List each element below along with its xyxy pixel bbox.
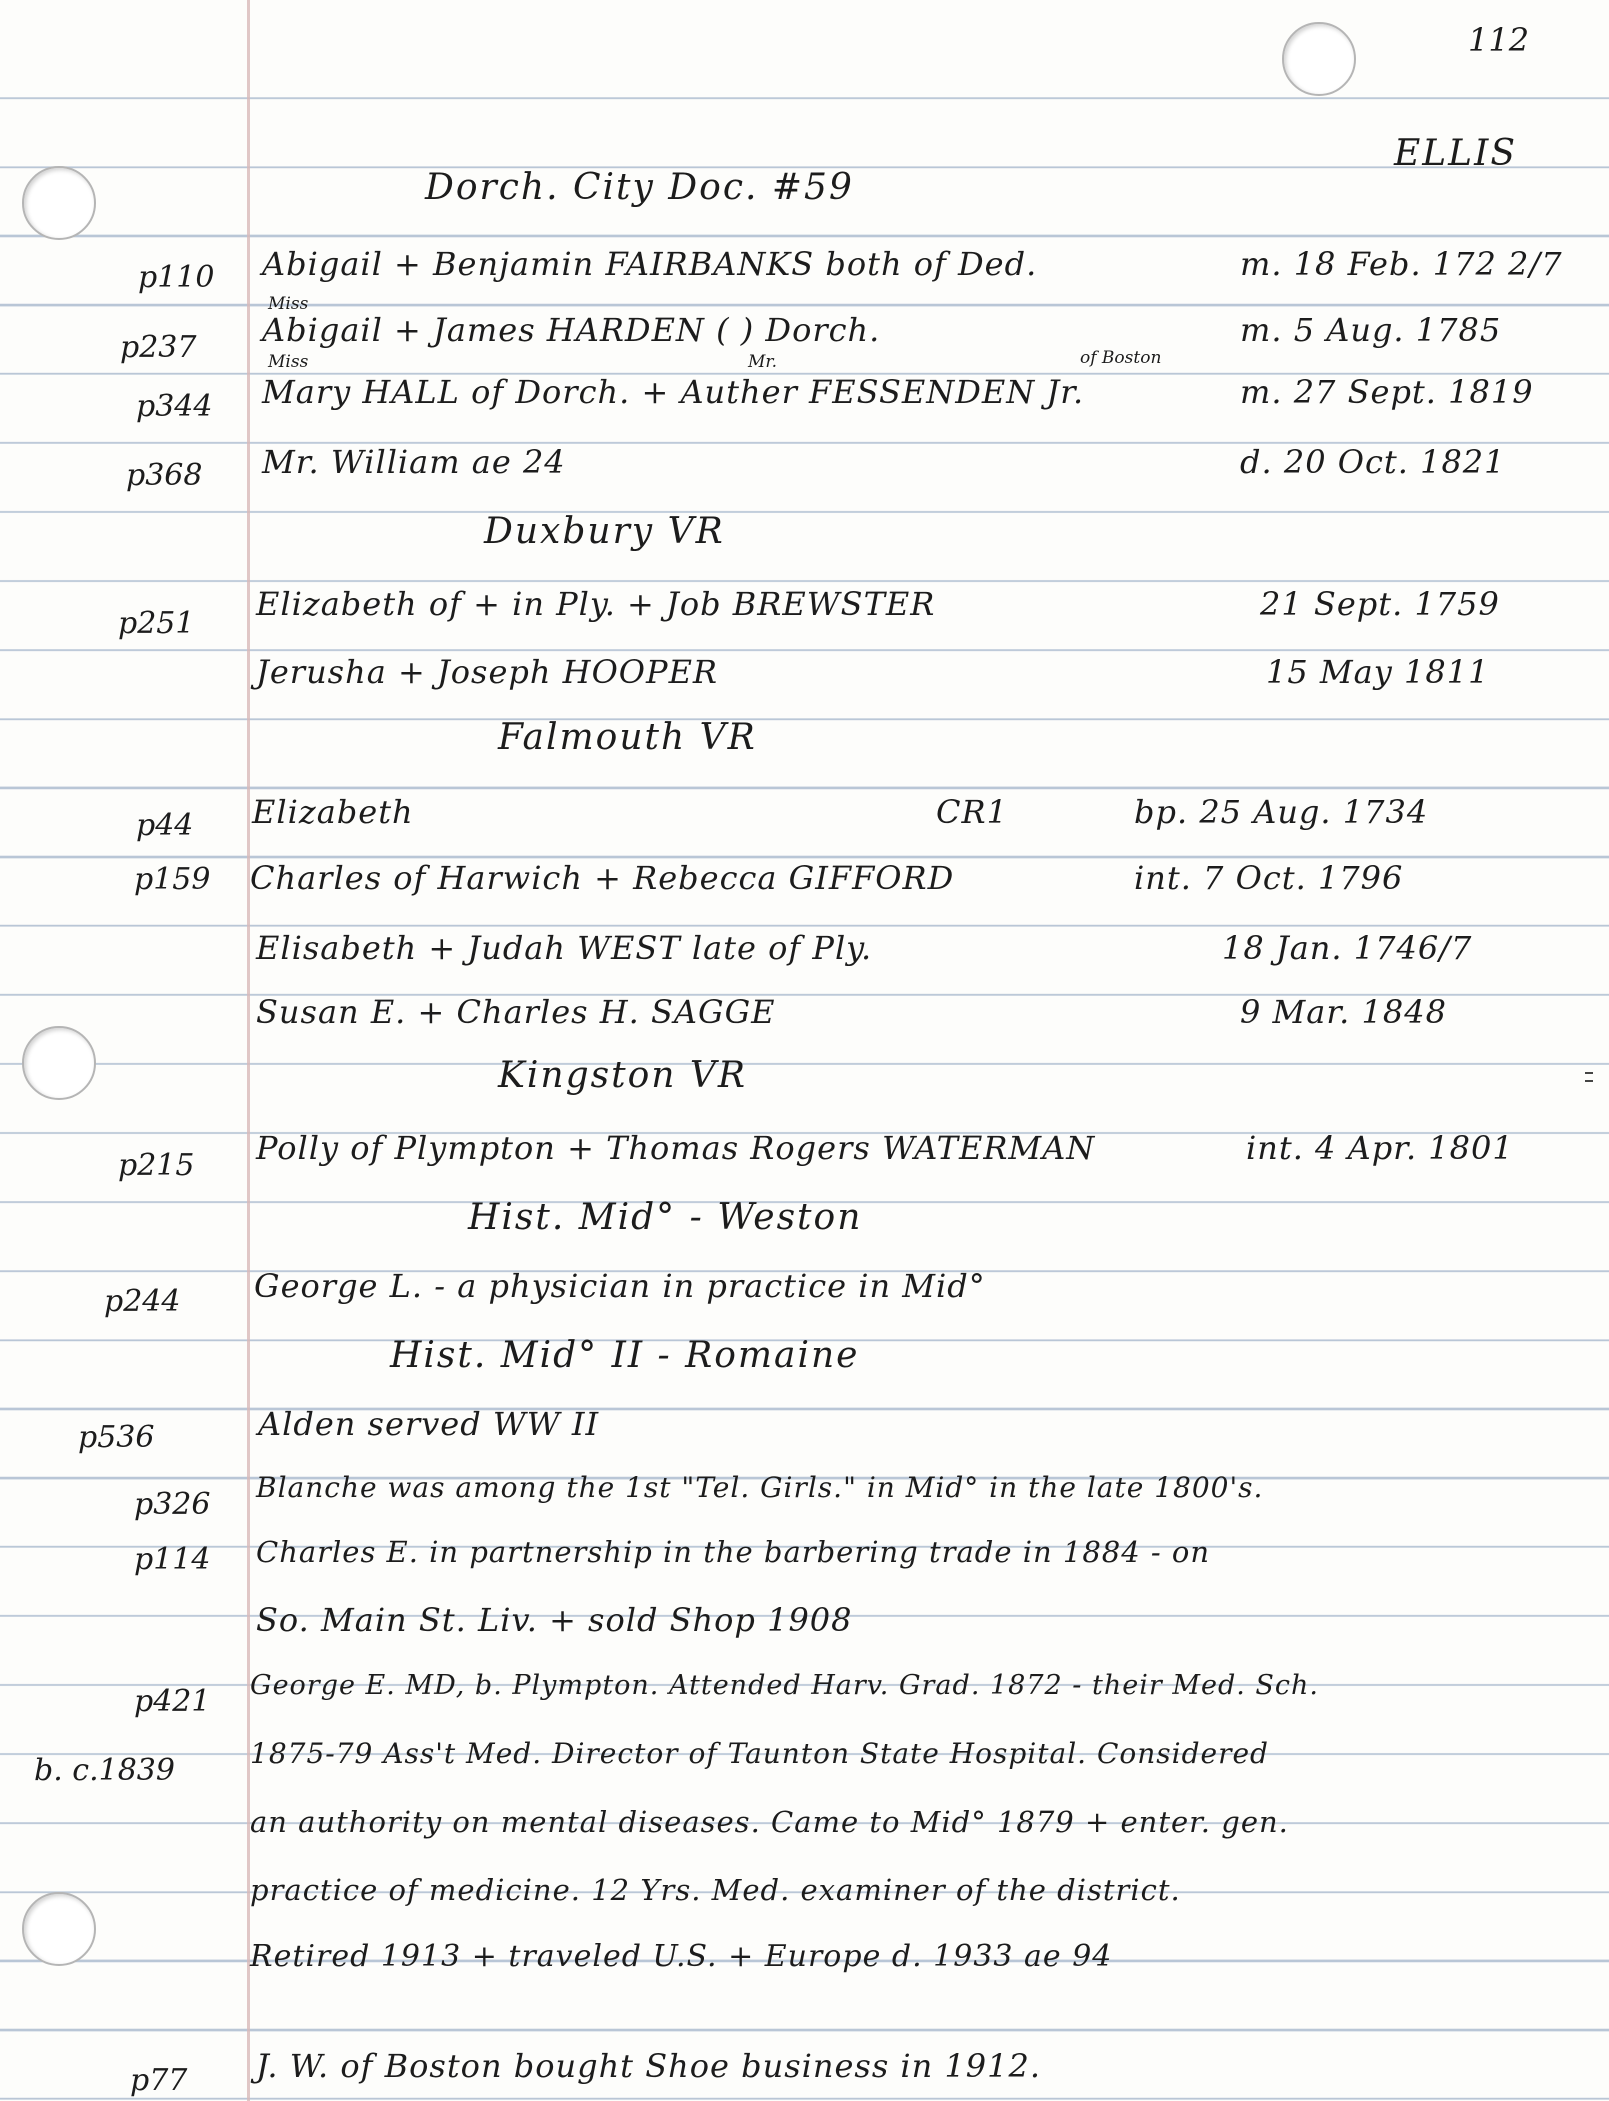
margin-line	[247, 0, 250, 2101]
entry-date: m. 27 Sept. 1819	[1240, 373, 1534, 411]
punch-hole	[22, 1892, 96, 1966]
entry-text: Susan E. + Charles H. SAGGE	[256, 993, 776, 1031]
source-heading: Falmouth VR	[498, 717, 757, 758]
entry-text: Mary HALL of Dorch. + Auther FESSENDEN Jr.	[262, 373, 1085, 411]
page-ref: p244	[104, 1284, 181, 1319]
page-ref: p536	[78, 1420, 155, 1455]
punch-hole	[22, 1026, 96, 1100]
entry-text: Elizabeth	[252, 793, 414, 831]
annotation-miss: Miss	[268, 352, 309, 372]
entry-date: d. 20 Oct. 1821	[1240, 443, 1506, 481]
page-ref: p110	[138, 260, 215, 295]
page-ref: p251	[118, 606, 195, 641]
birth-note: b. c.1839	[34, 1753, 175, 1788]
source-heading: Dorch. City Doc. #59	[425, 167, 854, 208]
entry-date: bp. 25 Aug. 1734	[1134, 793, 1429, 831]
entry-text: Elizabeth of + in Ply. + Job BREWSTER	[256, 585, 936, 623]
surname-heading: ELLIS	[1394, 133, 1517, 174]
page-ref: p368	[126, 458, 203, 493]
punch-hole	[22, 166, 96, 240]
entry-date: m. 18 Feb. 172 2/7	[1240, 245, 1563, 283]
entry-date: 18 Jan. 1746/7	[1222, 929, 1473, 967]
entry-text: So. Main St. Liv. + sold Shop 1908	[256, 1601, 853, 1639]
page-ref: p344	[136, 389, 213, 424]
entry-date: 21 Sept. 1759	[1260, 585, 1500, 623]
entry-text: Elisabeth + Judah WEST late of Ply.	[256, 929, 873, 967]
source-heading: Kingston VR	[498, 1055, 747, 1096]
punch-hole	[1282, 22, 1356, 96]
page-ref: p77	[130, 2063, 188, 2098]
page-ref: p215	[118, 1148, 195, 1183]
entry-text: Charles E. in partnership in the barbering trade in 1884 - on	[256, 1535, 1211, 1569]
page-ref: p237	[120, 330, 197, 365]
source-heading: Hist. Mid° II - Romaine	[390, 1335, 860, 1376]
page-ref: p159	[134, 862, 211, 897]
page-ref: p44	[136, 808, 194, 843]
entry-text: 1875-79 Ass't Med. Director of Taunton State Hospital. Considered	[250, 1737, 1269, 1770]
entry-text: Jerusha + Joseph HOOPER	[256, 653, 719, 691]
entry-text: Abigail + Benjamin FAIRBANKS both of Ded.	[262, 245, 1038, 283]
entry-text: George E. MD, b. Plympton. Attended Harv. Grad. 1872 - their Med. Sch.	[250, 1670, 1319, 1701]
entry-date: int. 4 Apr. 1801	[1246, 1129, 1514, 1167]
entry-text: Mr. William ae 24	[262, 443, 566, 481]
entry-text: Charles of Harwich + Rebecca GIFFORD	[250, 859, 955, 897]
entry-date: 15 May 1811	[1266, 653, 1490, 691]
entry-text: Alden served WW II	[258, 1405, 600, 1443]
page-number: 112	[1468, 21, 1530, 59]
entry-date: 9 Mar. 1848	[1240, 993, 1447, 1031]
entry-text: practice of medicine. 12 Yrs. Med. examiner of the district.	[250, 1873, 1181, 1907]
page-ref: p326	[134, 1487, 211, 1522]
source-heading: Duxbury VR	[484, 511, 725, 552]
page-ref: p114	[134, 1542, 211, 1577]
annotation-mr: Mr.	[748, 352, 778, 372]
annotation-miss: Miss	[268, 294, 309, 314]
entry-text: George L. - a physician in practice in Mid°	[254, 1267, 986, 1305]
entry-text: Polly of Plympton + Thomas Rogers WATERMAN	[256, 1129, 1096, 1167]
entry-date: int. 7 Oct. 1796	[1134, 859, 1404, 897]
page-ref: p421	[134, 1684, 211, 1719]
entry-text: Abigail + James HARDEN ( ) Dorch.	[262, 311, 881, 349]
source-heading: Hist. Mid° - Weston	[468, 1197, 863, 1238]
entry-text: Retired 1913 + traveled U.S. + Europe d. 1933 ae 94	[250, 1939, 1113, 1974]
entry-text: Blanche was among the 1st "Tel. Girls." in Mid° in the late 1800's.	[256, 1471, 1264, 1504]
annotation-of-boston: of Boston	[1080, 348, 1162, 368]
entry-text: an authority on mental diseases. Came to Mid° 1879 + enter. gen.	[250, 1805, 1289, 1839]
margin-mark	[1585, 1072, 1593, 1082]
entry-text: J. W. of Boston bought Shoe business in 1912.	[256, 2047, 1042, 2085]
entry-date: m. 5 Aug. 1785	[1240, 311, 1502, 349]
entry-source-code: CR1	[936, 793, 1008, 831]
